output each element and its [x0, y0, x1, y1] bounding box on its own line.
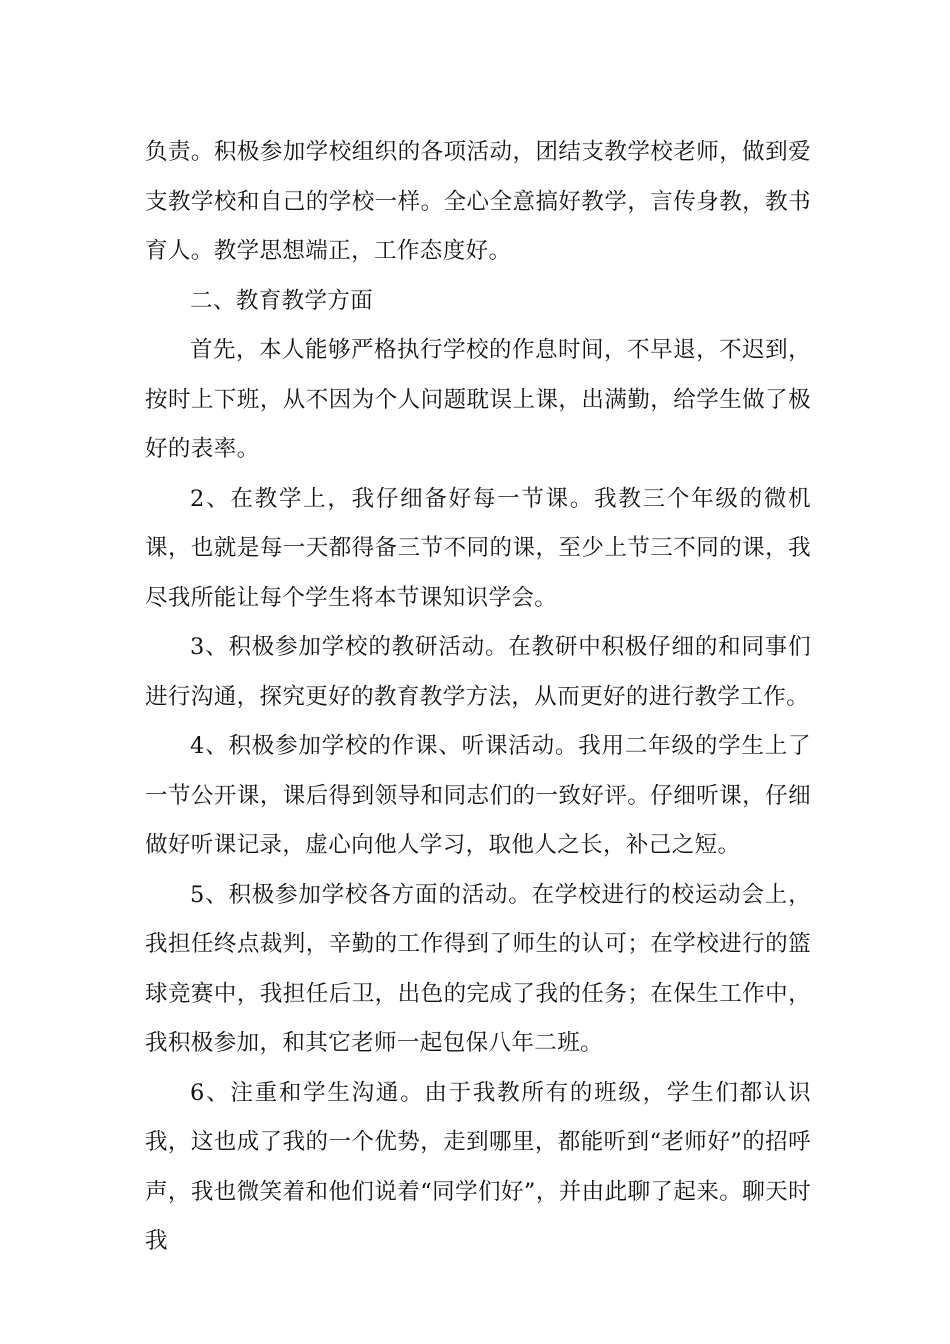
- section-heading: 二、教育教学方面: [190, 287, 374, 314]
- paragraph-8: 6、注重和学生沟通。由于我教所有的班级，学生们都认识我，这也成了我的一个优势，走到哪里，都能听到“老师好”的招呼声，我也微笑着和他们说着“同学们好”，并由此聊了起来。聊天时我: [145, 1079, 811, 1254]
- paragraph-7: 5、积极参加学校各方面的活动。在学校进行的校运动会上，我担任终点裁判，辛勤的工作得到了师生的认可；在学校进行的篮球竞赛中，我担任后卫，出色的完成了我的任务；在保生工作中，我积极参加，和其它老师一起包保八年二班。: [145, 881, 811, 1056]
- document-body: [145, 128, 811, 1267]
- paragraph-5: 3、积极参加学校的教研活动。在教研中积极仔细的和同事们进行沟通，探究更好的教育教学方法，从而更好的进行教学工作。: [145, 634, 811, 710]
- paragraph-6: 4、积极参加学校的作课、听课活动。我用二年级的学生上了一节公开课，课后得到领导和同志们的一致好评。仔细听课，仔细做好听课记录，虚心向他人学习，取他人之长，补己之短。: [145, 733, 811, 858]
- paragraph-3: 首先，本人能够严格执行学校的作息时间，不早退，不迟到，按时上下班，从不因为个人问题耽误上课，出满勤，给学生做了极好的表率。: [145, 337, 811, 462]
- paragraph-1: 负责。积极参加学校组织的各项活动，团结支教学校老师，做到爱支教学校和自己的学校一样。全心全意搞好教学，言传身教，教书育人。教学思想端正，工作态度好。: [145, 139, 811, 264]
- paragraph-4: 2、在教学上，我仔细备好每一节课。我教三个年级的微机课，也就是每一天都得备三节不同的课，至少上节三不同的课，我尽我所能让每个学生将本节课知识学会。: [145, 485, 811, 611]
